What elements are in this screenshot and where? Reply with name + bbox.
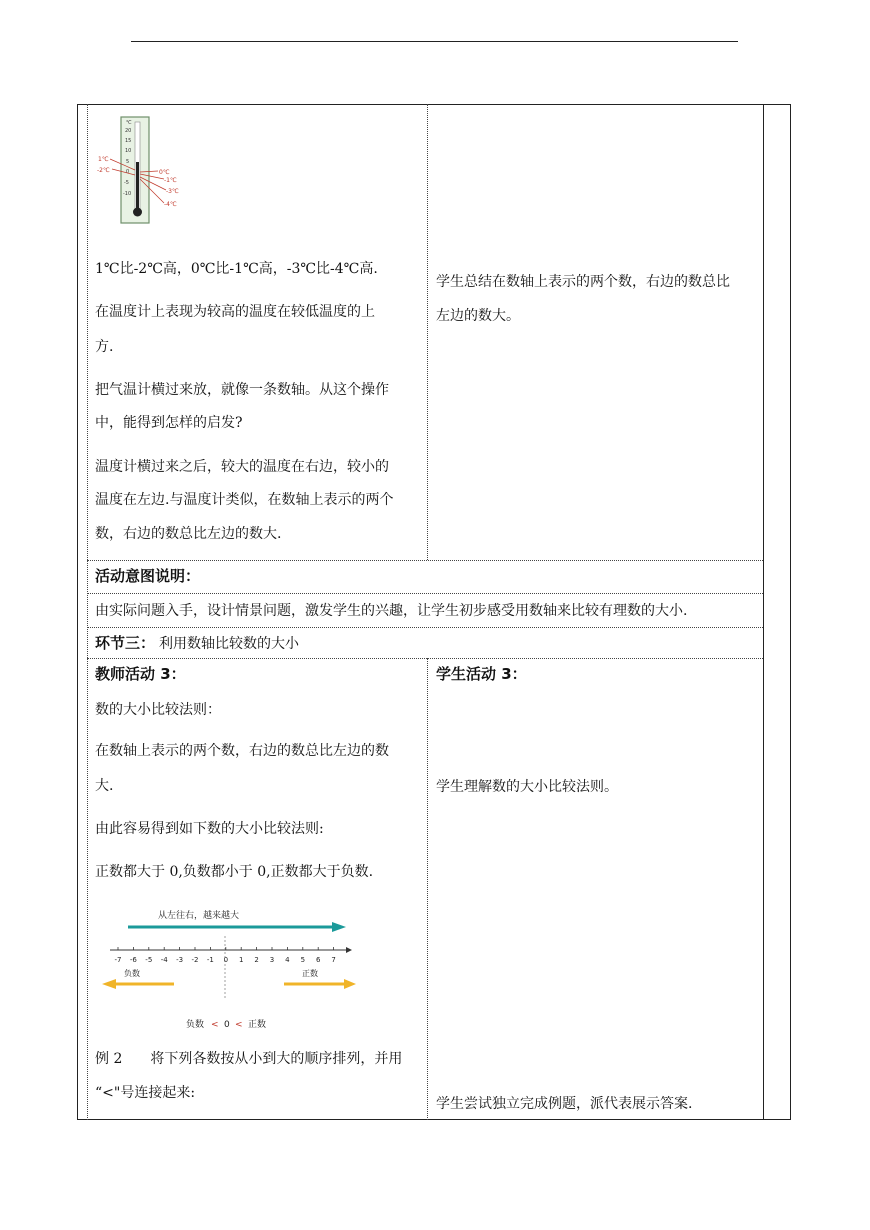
row-divider-1 <box>87 560 763 561</box>
rule-line1: 在数轴上表示的两个数，右边的数总比左边的数 <box>95 743 389 759</box>
right-label-0c: 0℃ <box>159 169 170 176</box>
left-label-1c: 1℃ <box>98 156 109 163</box>
negative-label: 负数 <box>124 969 140 978</box>
scale-label-15: 15 <box>125 138 132 144</box>
column-divider-bottom <box>427 658 428 1120</box>
tick-label: 5 <box>300 956 306 964</box>
order-relation <box>186 1018 266 1030</box>
teacher-activity-3-heading: 教师活动 3： <box>95 665 186 683</box>
column-divider-top <box>427 104 428 560</box>
right-label-minus4c: -4℃ <box>164 201 177 208</box>
rule-line2: 大. <box>95 778 114 794</box>
intent-heading: 活动意图说明： <box>95 567 201 585</box>
relation-zero: 0 <box>224 1020 230 1030</box>
stage-heading <box>95 633 299 654</box>
insight-line1: 温度计横过来之后，较大的温度在右边，较小的 <box>95 459 389 475</box>
number-line-arrowhead <box>346 947 352 953</box>
tick-label: 3 <box>269 956 275 964</box>
student-attempt: 学生尝试独立完成例题，派代表展示答案. <box>436 1096 693 1112</box>
relation-positive: 正数 <box>248 1020 267 1030</box>
positive-label: 正数 <box>302 969 318 978</box>
tick-label: -2 <box>191 956 199 964</box>
stage-title: 利用数轴比较数的大小 <box>159 636 300 652</box>
tick-label: 0 <box>223 956 229 964</box>
tick-label: 1 <box>238 956 244 964</box>
scale-label-10: 10 <box>125 148 132 154</box>
scale-label-unit: ℃ <box>126 120 132 126</box>
relation-less-than-2: < <box>235 1020 243 1030</box>
inner-left-border <box>87 104 88 1120</box>
example-line1: 例 2 将下列各数按从小到大的顺序排列，并用 <box>95 1051 403 1067</box>
temperature-comparison: 1℃比-2℃高，0℃比-1℃高，-3℃比-4℃高. <box>95 261 378 277</box>
right-margin-column-border <box>763 104 764 1120</box>
scale-label-minus5: -5 <box>124 180 129 186</box>
scale-label-20: 20 <box>125 128 132 134</box>
thermometer-figure <box>92 114 182 226</box>
intent-text: 由实际问题入手，设计情景问题，激发学生的兴趣，让学生初步感受用数轴来比较有理数的大小. <box>95 603 688 619</box>
student-understand: 学生理解数的大小比较法则。 <box>436 779 618 795</box>
tick-label: 7 <box>331 956 336 964</box>
tick-label: 4 <box>285 956 290 964</box>
tick-label: 6 <box>315 956 321 964</box>
derive-text: 由此容易得到如下数的大小比较法则: <box>95 821 324 837</box>
tick-label: -3 <box>176 956 184 964</box>
header-rule <box>131 41 738 42</box>
arrow-caption: 从左往右，越来越大 <box>158 911 240 921</box>
positive-arrow-head <box>344 979 356 989</box>
right-label-minus3c: -3℃ <box>166 188 179 195</box>
row-divider-4 <box>87 658 763 659</box>
insight-line3: 数，右边的数总比左边的数大. <box>95 526 282 542</box>
number-line-figure <box>96 902 358 1034</box>
example-line2: “<"号连接起来: <box>95 1085 196 1101</box>
tick-label: -7 <box>114 956 122 964</box>
rule2-text: 正数都大于 0,负数都小于 0,正数都大于负数. <box>95 864 374 880</box>
relation-less-than-1: < <box>211 1020 219 1030</box>
tick-label: -5 <box>145 956 153 964</box>
tick-label: -4 <box>160 956 168 964</box>
student-activity-3-heading: 学生活动 3： <box>436 665 527 683</box>
tick-label: 2 <box>254 956 259 964</box>
right-label-minus1c: -1℃ <box>164 177 177 184</box>
row-divider-3 <box>87 627 763 628</box>
insight-line2: 温度在左边.与温度计类似，在数轴上表示的两个 <box>95 492 394 508</box>
scale-label-5: 5 <box>126 159 130 165</box>
row-divider-2 <box>87 593 763 594</box>
student-summary-line1: 学生总结在数轴上表示的两个数，右边的数总比 <box>436 274 730 290</box>
tick-label: -6 <box>129 956 137 964</box>
negative-arrow-head <box>102 979 116 989</box>
thermometer-observation-line2: 方. <box>95 339 114 355</box>
question-line1: 把气温计横过来放，就像一条数轴。从这个操作 <box>95 382 389 398</box>
relation-negative: 负数 <box>186 1020 205 1030</box>
tick-label: -1 <box>206 956 214 964</box>
scale-label-minus10: -10 <box>123 191 132 197</box>
rule-title: 数的大小比较法则： <box>95 702 221 718</box>
left-label-minus2c: -2℃ <box>97 167 110 174</box>
student-summary-line2: 左边的数大。 <box>436 308 520 324</box>
thermometer-observation-line1: 在温度计上表现为较高的温度在较低温度的上 <box>95 304 375 320</box>
question-line2: 中，能得到怎样的启发? <box>95 415 243 431</box>
scale-label-0: 0 <box>126 169 130 175</box>
direction-arrow-head <box>332 922 346 932</box>
stage-label: 环节三： <box>95 634 156 652</box>
